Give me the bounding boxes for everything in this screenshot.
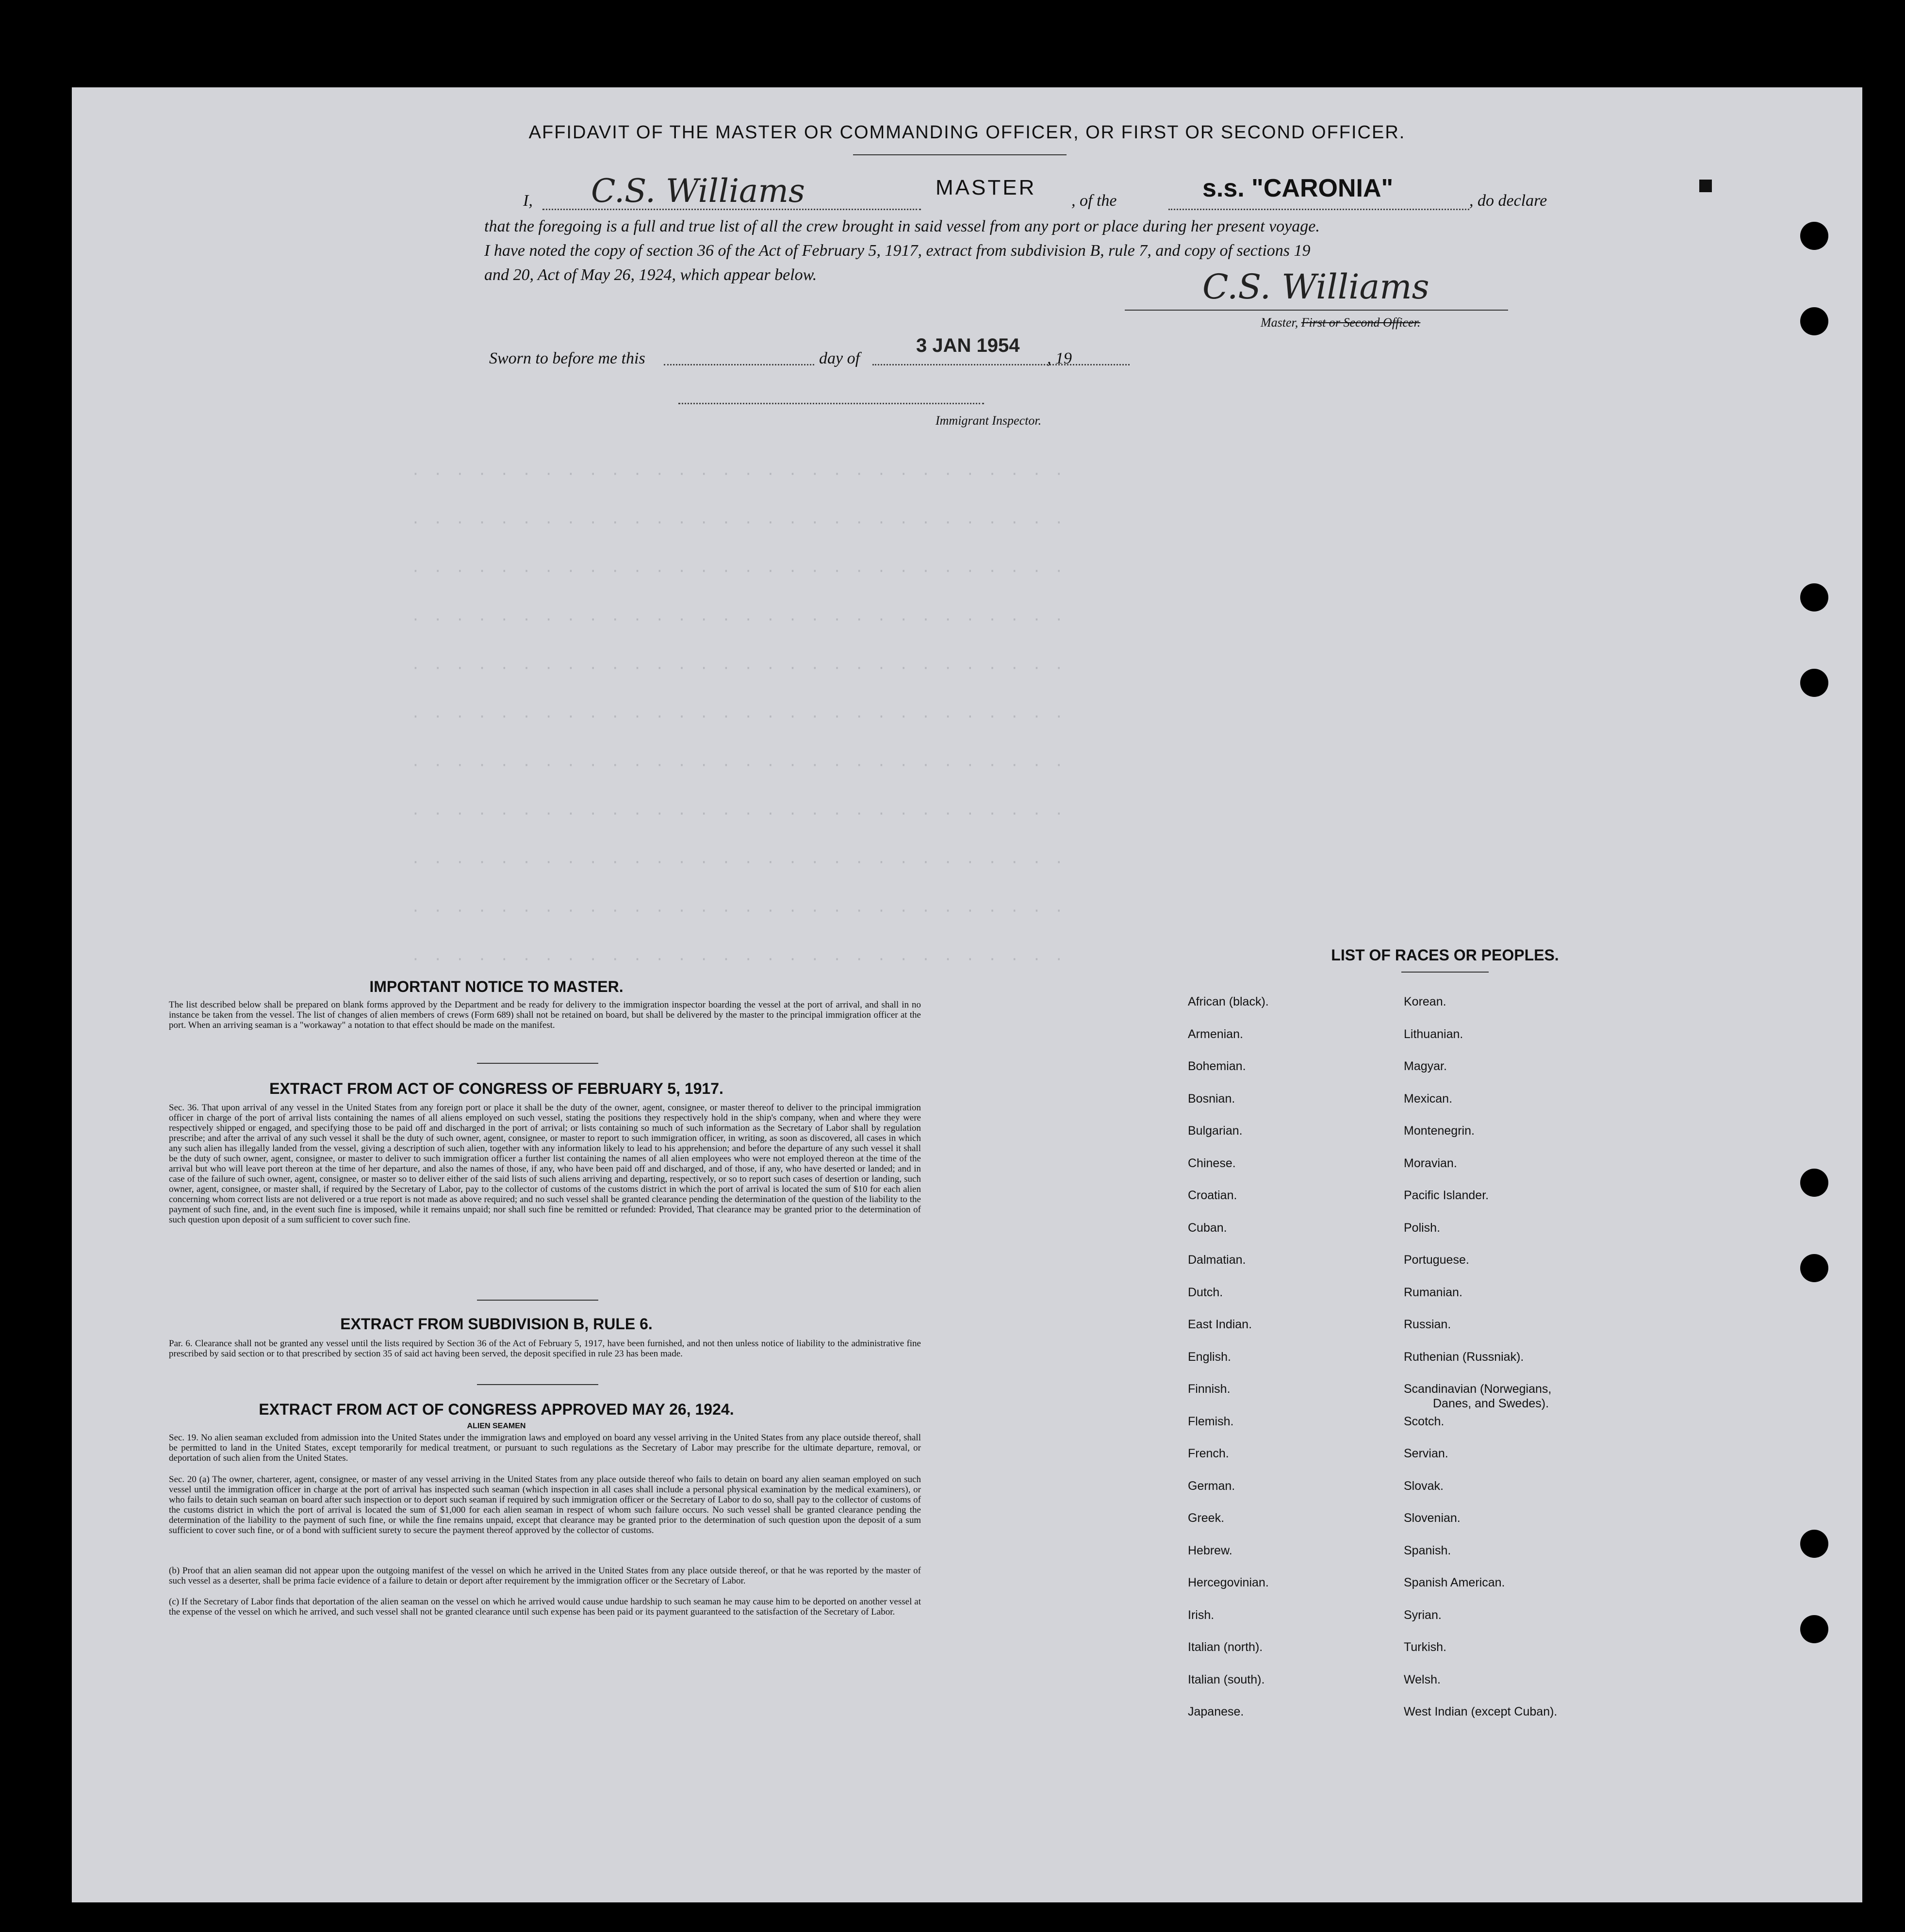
race-item: Hercegovinian. (1188, 1576, 1269, 1589)
race-item: Bosnian. (1188, 1091, 1235, 1106)
race-item: Korean. (1404, 995, 1446, 1008)
sworn-label: Sworn to before me this (489, 349, 645, 367)
race-item: Ruthenian (Russniak). (1404, 1350, 1524, 1364)
race-item: Japanese. (1188, 1705, 1244, 1718)
race-item: Italian (north). (1188, 1640, 1263, 1654)
do-declare-label: , do declare (1469, 192, 1547, 210)
race-item: Slovenian. (1404, 1511, 1461, 1525)
signature-line (1125, 310, 1508, 311)
year-label: , 19 (1047, 349, 1072, 367)
races-title-underline (1401, 972, 1489, 973)
race-item: West Indian (except Cuban). (1404, 1705, 1558, 1718)
of-the-label: , of the (1071, 192, 1117, 210)
divider-3 (477, 1384, 598, 1385)
race-item: Dalmatian. (1188, 1253, 1246, 1267)
race-item: Portuguese. (1404, 1253, 1469, 1267)
affidavit-title: AFFIDAVIT OF THE MASTER OR COMMANDING OFFICER, OR FIRST OR SECOND OFFICER. (528, 122, 1406, 143)
race-item: Chinese. (1188, 1156, 1236, 1170)
race-item: Mexican. (1404, 1091, 1453, 1106)
race-item: Polish. (1404, 1221, 1441, 1235)
master-signature: C.S. Williams (1202, 267, 1429, 307)
divider-2 (477, 1300, 598, 1301)
punch-hole (1800, 583, 1828, 611)
vessel-line (1168, 209, 1469, 210)
race-item: Bulgarian. (1188, 1124, 1243, 1138)
date-stamp: 3 JAN 1954 (916, 335, 1020, 356)
declaration-line-1: that the foregoing is a full and true list of all the crew brought in said vessel from any port or place during her present voyage. (484, 217, 1320, 235)
sworn-day-line (664, 364, 814, 365)
race-item: Russian. (1404, 1318, 1451, 1331)
document-page: · · · · · · · · · · · · · · · · · · · · · · · · · · · · · · · · · · · · · · · · · · · · · · · · · · · · · · · · · · · · · · · · · · · · · · · · · · · · · · · · · · · · · · · · · · · · · · · · · · · · · · · · · · · · · · · · · · · · · · · · · · · · · · · · · · · · · · · · · · · · · · · · · · · · · · · · · · · · · · · · · · · · · · · · · · · · · · · · · · · · · · · · · · · · · · · · · · · · · · · · · · · · · · · · · · · · · · · · · · · · · · · · · · · · · · · · · · · · · · · · · · · · · · · · · · · · · · · · · · · · · · · · · · · · · · · · · · · · · · · · · · · · · · · · · · · · · · · · · · · · · · · · · · · · · · · · · · · · · · · · · · · · · · · · · · AFFIDAVIT OF THE MASTER OR COMMANDING OFFICER, OR FIRST OR SECOND OFFICER. I, C.S. Williams MASTER , of the s.s. "CARONIA" , do declare that the foregoing is a full and true list of all the crew brought in said vessel from any port or place during her present voyage. I have noted the copy of section 36 of the Act of February 5, 1917, extract from subdivision B, rule 7, and copy of sections 19 and 20, Act of May 26, 1924, which appear below. C.S. Williams Master, First or Second Officer. Sworn to before me this day of 3 JAN 1954 , 19 Immigrant Inspector. IMPORTANT NOTICE TO MASTER. The list described below shall be prepared on blank forms approved by the Department and be ready for delivery to the immigration inspector boarding the vessel at the port of arrival, and shall in no instance be taken from the vessel. The list of changes of alien members of crews (Form 689) shall not be retained on board, but shall be delivered by the master to the principal immigration officer at the port. When an arriving seaman is a "workaway" a notation to that effect should be made on the manifest. EXTRACT FROM ACT OF CONGRESS OF FEBRUARY 5, 1917. Sec. 36. That upon arrival of any vessel in the United States from any foreign port or place it shall be the duty of the owner, agent, consignee, or master thereof to deliver to the principal immigration officer in charge of the port of arrival lists containing the names of all aliens employed on such vessel, stating the positions they respectively hold in the ship's company, when and where they were respectively shipped or engaged, and specifying those to be paid off and discharged in the port of arrival; or lists containing so much of such information as the Secretary of Labor shall by regulation prescribe; and after the arrival of any such vessel it shall be the duty of such owner, agent, consignee, or master to report to such immigration officer, in writing, as soon as discovered, all cases in which any such alien has illegally landed from the vessel, giving a description of such alien, together with any information likely to lead to his apprehension; and before the departure of any such vessel it shall be the duty of such owner, agent, consignee, or master to deliver to such immigration officer a further list containing the names of all alien employees who were not employed thereon at the time of the arrival but who will leave port thereon at the time of her departure, and also the names of those, if any, who have been paid off and discharged, and of those, if any, who have deserted or landed; and in case of the failure of such owner, agent, consignee, or master so to deliver either of the said lists of such aliens arriving and departing, respectively, or so to report such cases of desertion or landing, such owner, agent, consignee, or master shall, if required by the Secretary of Labor, pay to the collector of customs of the customs district in which the port of arrival is located the sum of $10 for each alien concerning whom correct lists are not delivered or a true report is not made as above required; and no such vessel shall be granted clearance pending the determination of the question of the liability to the payment of such fine, and, in the event such fine is imposed, while it remains unpaid; nor shall such fine be remitted or refunded: Provided, That clearance may be granted prior to the determination of such question upon deposit of a sum sufficient to cover such fine. EXTRACT FROM SUBDIVISION B, RULE 6. Par. 6. Clearance shall not be granted any vessel until the lists required by Section 36 of the Act of February 5, 1917, have been furnished, and not then unless notice of liability to the administrative fine prescribed by said section or to that prescribed by section 35 of said act having been served, the deposit specified in rule 23 has been made. EXTRACT FROM ACT OF CONGRESS APPROVED MAY 26, 1924. ALIEN SEAMEN Sec. 19. No alien seaman excluded from admission into the United States under the immigration laws and employed on board any vessel arriving in the United States from any place outside thereof, shall be permitted to land in the United States, except temporarily for medical treatment, or pursuant to such regulations as the Secretary of Labor may prescribe for the ultimate departure, removal, or deportation of such alien from the United States. Sec. 20 (a) The owner, charterer, agent, consignee, or master of any vessel arriving in the United States from any place outside thereof who fails to detain on board any alien seaman employed on such vessel until the immigration officer in charge at the port of arrival has inspected such seaman (which inspection in all cases shall include a personal physical examination by the medical examiners), or who fails to detain such seaman on board after such inspection or to deport such seaman if required by such immigration officer or the Secretary of Labor to do so, shall pay to the collector of customs of the customs district in which the port of arrival is located the sum of $1,000 for each alien seaman in respect of whom such failure occurs. No such vessel shall be granted clearance pending the determination of the liability to the payment of such fine, or while the fine remains unpaid, except that clearance may be granted prior to the determination of such question upon the deposit of a sum sufficient to cover such fine, or of a bond with sufficient surety to secure the payment thereof approved by the collector of customs. (b) Proof that an alien seaman did not appear upon the outgoing manifest of the vessel on which he arrived in the United States from any place outside thereof, or that he was reported by the master of such vessel as a deserter, shall be prima facie evidence of a failure to detain or deport after requirement by the immigration officer or the Secretary of Labor. (c) If the Secretary of Labor finds that deportation of the alien seaman on the vessel on which he arrived would cause undue hardship to such seaman he may cause him to be deported on another vessel at the expense of the vessel on which he arrived, and such vessel shall not be granted clearance until such expense has been paid or its payment guaranteed to the satisfaction of the Secretary of Labor. LIST OF RACES OR PEOPLES. African (black). Armenian. Bohemian. Bosnian. Bulgarian. Chinese. Croatian. Cuban. Dalmatian. Dutch. East Indian. English. Finnish. Flemish. French. German. Greek. Hebrew. Hercegovinian. Irish. Italian (north). Italian (south). Japanese. Korean. Lithuanian. Magyar. Mexican. Montenegrin. Moravian. Pacific Islander. Polish. Portuguese. Rumanian. Russian. Ruthenian (Russniak). Scandinavian (Norwegians, Danes, and Swedes). Scotch. Servian. Slovak. Slovenian. Spanish. Spanish American. Syrian. Turkish. Welsh. West Indian (except Cuban). (72, 87, 1862, 1902)
extract-1924-section-19: Sec. 19. No alien seaman excluded from admission into the United States under the immigration laws and employed on board any vessel arriving in the United States from any place outside thereof, shall be permitted to land in the United States, except temporarily for medical treatment, or pursuant to such regulations as the Secretary of Labor may prescribe for the ultimate departure, removal, or deportation of such alien from the United States. (169, 1433, 921, 1463)
race-item: Flemish. (1188, 1414, 1234, 1428)
race-item: Slovak. (1404, 1479, 1444, 1493)
race-item: Magyar. (1404, 1059, 1447, 1073)
race-item: Dutch. (1188, 1285, 1223, 1299)
race-item: Hebrew. (1188, 1543, 1232, 1557)
race-item: Servian. (1404, 1447, 1448, 1460)
race-item: English. (1188, 1350, 1231, 1364)
declaration-line-3: and 20, Act of May 26, 1924, which appear below. (484, 266, 817, 284)
race-item: Cuban. (1188, 1221, 1227, 1235)
race-item: Montenegrin. (1404, 1124, 1475, 1138)
punch-hole (1800, 1615, 1828, 1643)
race-item: Lithuanian. (1404, 1027, 1463, 1041)
master-caption: Master, (1261, 315, 1298, 330)
i-label: I, (523, 192, 533, 210)
race-item: Spanish American. (1404, 1576, 1505, 1589)
race-item: Finnish. (1188, 1382, 1231, 1396)
race-item: East Indian. (1188, 1318, 1252, 1331)
race-item: Moravian. (1404, 1156, 1457, 1170)
race-item: Syrian. (1404, 1608, 1442, 1622)
extract-1917-body: Sec. 36. That upon arrival of any vessel in the United States from any foreign port or place it shall be the duty of the owner, agent, consignee, or master thereof to deliver to the principal immigration officer in charge of the port of arrival lists containing the names of all aliens employed on such vessel, stating the positions they respectively hold in the ship's company, when and where they were respectively shipped or engaged, and specifying those to be paid off and discharged in the port of arrival; or lists containing so much of such information as the Secretary of Labor shall by regulation prescribe; and after the arrival of any such vessel it shall be the duty of such owner, agent, consignee, or master to report to such immigration officer, in writing, as soon as discovered, all cases in which any such alien has illegally landed from the vessel, giving a description of such alien, together with any information likely to lead to his apprehension; and before the departure of any such vessel it shall be the duty of such owner, agent, consignee, or master to deliver to such immigration officer a further list containing the names of all alien employees who were not employed thereon at the time of the arrival but who will leave port thereon at the time of her departure, and also the names of those, if any, who have been paid off and discharged, and of those, if any, who have deserted or landed; and in case of the failure of such owner, agent, consignee, or master so to deliver either of the said lists of such aliens arriving and departing, respectively, or so to report such cases of desertion or landing, such owner, agent, consignee, or master shall, if required by the Secretary of Labor, pay to the collector of customs of the customs district in which the port of arrival is located the sum of $10 for each alien concerning whom correct lists are not delivered or a true report is not made as above required; and no such vessel shall be granted clearance pending the determination of the question of the liability to the payment of such fine, and, in the event such fine is imposed, while it remains unpaid; nor shall such fine be remitted or refunded: Provided, That clearance may be granted prior to the determination of such question upon deposit of a sum sufficient to cover such fine. (169, 1103, 921, 1225)
extract-1924-section-20c: (c) If the Secretary of Labor finds that deportation of the alien seaman on the vessel on which he arrived would cause undue hardship to such seaman he may cause him to be deported on another vessel at the expense of the vessel on which he arrived, and such vessel shall not be granted clearance until such expense has been paid or its payment guaranteed to the satisfaction of the Secretary of Labor. (169, 1597, 921, 1617)
race-item: German. (1188, 1479, 1235, 1493)
race-item: Greek. (1188, 1511, 1225, 1525)
struck-officer-caption: First or Second Officer. (1301, 315, 1421, 330)
race-item: Danes, and Swedes). (1433, 1397, 1549, 1410)
notice-body: The list described below shall be prepared on blank forms approved by the Department and be ready for delivery to the immigration inspector boarding the vessel at the port of arrival, and shall in no instance be taken from the vessel. The list of changes of alien members of crews (Form 689) shall not be retained on board, but shall be delivered by the master to the principal immigration officer at the port. When an arriving seaman is a "workaway" a notation to that effect should be made on the manifest. (169, 1000, 921, 1030)
subdivision-body: Par. 6. Clearance shall not be granted any vessel until the lists required by Section 36 of the Act of February 5, 1917, have been furnished, and not then unless notice of liability to the administrative fine prescribed by said section or to that prescribed by section 35 of said act having been served, the deposit specified in rule 23 has been made. (169, 1338, 921, 1359)
race-item: Spanish. (1404, 1543, 1451, 1557)
vessel-name: s.s. "CARONIA" (1202, 174, 1394, 202)
ink-mark (1699, 180, 1712, 192)
day-label: day of (819, 349, 860, 367)
name-line (542, 209, 921, 210)
declaration-line-2: I have noted the copy of section 36 of the Act of February 5, 1917, extract from subdivision B, rule 7, and copy of sections 19 (484, 242, 1311, 260)
punch-hole (1800, 222, 1828, 250)
punch-hole (1800, 669, 1828, 697)
race-item: Italian (south). (1188, 1672, 1265, 1686)
inspector-caption: Immigrant Inspector. (936, 413, 1042, 428)
race-item: Rumanian. (1404, 1285, 1462, 1299)
title-underline (853, 154, 1067, 155)
race-item: French. (1188, 1447, 1229, 1460)
races-title: LIST OF RACES OR PEOPLES. (1331, 946, 1559, 964)
race-item: Armenian. (1188, 1027, 1243, 1041)
race-item: Irish. (1188, 1608, 1215, 1622)
alien-seamen-subhead: ALIEN SEAMEN (467, 1422, 526, 1430)
punch-hole (1800, 1169, 1828, 1197)
punch-hole (1800, 1254, 1828, 1282)
inspector-line (678, 403, 984, 404)
rank-stamp: MASTER (936, 176, 1036, 199)
divider-1 (477, 1063, 598, 1064)
extract-1924-title: EXTRACT FROM ACT OF CONGRESS APPROVED MAY 26, 1924. (259, 1401, 734, 1418)
subdivision-title: EXTRACT FROM SUBDIVISION B, RULE 6. (340, 1315, 653, 1333)
race-item: Bohemian. (1188, 1059, 1246, 1073)
race-item: Scandinavian (Norwegians, (1404, 1382, 1552, 1396)
race-item: Croatian. (1188, 1189, 1237, 1202)
extract-1924-section-20a: Sec. 20 (a) The owner, charterer, agent, consignee, or master of any vessel arriving in the United States from any place outside thereof who fails to detain on board any alien seaman employed on such vessel until the immigration officer in charge at the port of arrival has inspected such seaman (which inspection in all cases shall include a personal physical examination by the medical examiners), or who fails to detain such seaman on board after such inspection or to deport such seaman if required by such immigration officer or the Secretary of Labor to do so, shall pay to the collector of customs of the customs district in which the port of arrival is located the sum of $1,000 for each alien seaman in respect of whom such failure occurs. No such vessel shall be granted clearance pending the determination of the liability to the payment of such fine, or while the fine remains unpaid, except that clearance may be granted prior to the determination of such question upon the deposit of a sum sufficient to cover such fine, or of a bond with sufficient surety to secure the payment thereof approved by the collector of customs. (169, 1474, 921, 1536)
extract-1924-section-20b: (b) Proof that an alien seaman did not appear upon the outgoing manifest of the vessel on which he arrived in the United States from any place outside thereof, or that he was reported by the master of such vessel as a deserter, shall be prima facie evidence of a failure to detain or deport after requirement by the immigration officer or the Secretary of Labor. (169, 1566, 921, 1586)
race-item: Welsh. (1404, 1672, 1441, 1686)
notice-title: IMPORTANT NOTICE TO MASTER. (369, 978, 624, 995)
extract-1917-title: EXTRACT FROM ACT OF CONGRESS OF FEBRUARY 5, 1917. (269, 1080, 723, 1097)
race-item: Turkish. (1404, 1640, 1446, 1654)
signature-caption (1261, 315, 1420, 330)
race-item: African (black). (1188, 995, 1269, 1008)
race-item: Pacific Islander. (1404, 1189, 1489, 1202)
punch-hole (1800, 1530, 1828, 1558)
race-item: Scotch. (1404, 1414, 1445, 1428)
punch-hole (1800, 307, 1828, 335)
handwritten-name: C.S. Williams (591, 172, 805, 210)
sworn-month-line (872, 364, 1130, 365)
